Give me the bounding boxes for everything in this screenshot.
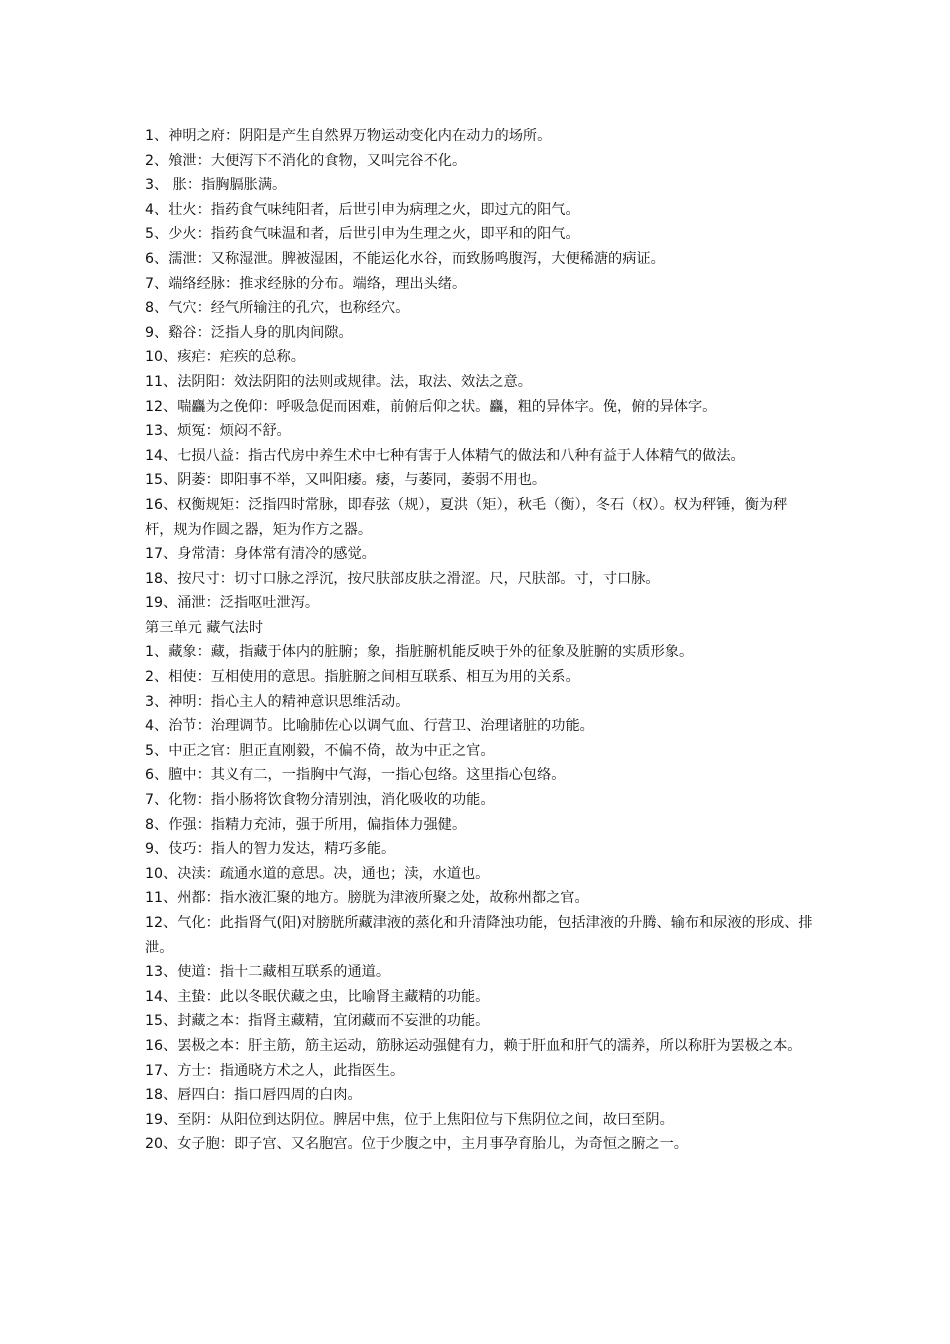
text-line: 7、化物：指小肠将饮食物分清别浊，消化吸收的功能。 xyxy=(145,792,495,809)
text-line: 3、 胀：指胸膈胀满。 xyxy=(145,177,287,194)
text-line: 11、法阴阳：效法阴阳的法则或规律。法，取法、效法之意。 xyxy=(145,373,532,390)
text-line: 20、女子胞：即子宫、又名胞宫。位于少腹之中，主月事孕育胎儿，为奇恒之腑之一。 xyxy=(145,1136,688,1153)
text-line: 7、端络经脉：推求经脉的分布。端络，理出头绪。 xyxy=(145,275,467,292)
text-line: 8、气穴：经气所输注的孔穴，也称经穴。 xyxy=(145,300,410,317)
text-line: 6、膻中：其义有二，一指胸中气海，一指心包络。这里指心包络。 xyxy=(145,767,566,784)
text-line: 5、少火：指药食气味温和者，后世引申为生理之火，即平和的阳气。 xyxy=(145,226,580,243)
text-line: 10、决渎：疏通水道的意思。决，通也；渎，水道也。 xyxy=(145,865,490,882)
text-line: 1、神明之府：阴阳是产生自然界万物运动变化内在动力的场所。 xyxy=(145,128,552,144)
text-line: 3、神明：指心主人的精神意识思维活动。 xyxy=(145,693,410,710)
text-line: 10、痎疟：疟疾的总称。 xyxy=(145,349,305,366)
text-line: 15、阴萎：即阳事不举，又叫阳痿。痿，与萎同，萎弱不用也。 xyxy=(145,472,547,489)
text-line: 15、封藏之本：指肾主藏精，宜闭藏而不妄泄的功能。 xyxy=(145,1013,490,1030)
text-line: 5、中正之官：胆正直刚毅，不偏不倚，故为中正之官。 xyxy=(145,742,495,759)
text-line: 17、方士：指通晓方术之人，此指医生。 xyxy=(145,1062,405,1079)
text-line: 4、治节：治理调节。比喻肺佐心以调气血、行营卫、治理诸脏的功能。 xyxy=(145,718,594,735)
text-line: 1、藏象：藏，指藏于体内的脏腑；象，指脏腑机能反映于外的征象及脏腑的实质形象。 xyxy=(145,644,694,661)
text-line: 16、权衡规矩：泛指四时常脉，即春弦（规），夏洪（矩），秋毛（衡），冬石（权）。权为秤锤，衡为秤杆，规为作圆之器，矩为作方之器。 xyxy=(145,496,788,538)
text-line: 18、按尺寸：切寸口脉之浮沉，按尺肤部皮肤之滑涩。尺，尺肤部。寸，寸口脉。 xyxy=(145,570,660,587)
text-line: 8、作强：指精力充沛，强于所用，偏指体力强健。 xyxy=(145,816,467,833)
text-line: 14、主蛰：此以冬眠伏藏之虫，比喻肾主藏精的功能。 xyxy=(145,988,490,1005)
text-line: 2、飧泄：大便泻下不消化的食物，又叫完谷不化。 xyxy=(145,152,467,169)
text-line: 14、七损八益：指古代房中养生术中七种有害于人体精气的做法和八种有益于人体精气的做法。 xyxy=(145,447,745,464)
text-line: 12、气化：此指肾气(阳)对膀胱所藏津液的蒸化和升清降浊功能，包括津液的升腾、输布和尿液的形成、排泄。 xyxy=(145,915,813,956)
text-line: 19、涌泄：泛指呕吐泄泻。 xyxy=(145,595,320,612)
text-line: 2、相使：互相使用的意思。指脏腑之间相互联系、相互为用的关系。 xyxy=(145,669,580,686)
text-line: 13、烦冤：烦闷不舒。 xyxy=(145,423,291,440)
document-body xyxy=(145,124,815,1157)
text-line: 17、身常清：身体常有清冷的感觉。 xyxy=(145,546,376,563)
text-line: 19、至阴：从阳位到达阴位。脾居中焦，位于上焦阳位与下焦阴位之间，故曰至阴。 xyxy=(145,1111,674,1128)
text-line: 11、州都：指水液汇聚的地方。膀胱为津液所聚之处，故称州都之官。 xyxy=(145,890,589,907)
text-line: 12、喘麤为之俛仰：呼吸急促而困难，前俯后仰之状。麤，粗的异体字。俛，俯的异体字。 xyxy=(145,398,717,415)
text-line: 18、唇四白：指口唇四周的白肉。 xyxy=(145,1087,362,1104)
text-line: 4、壮火：指药食气味纯阳者，后世引申为病理之火，即过亢的阳气。 xyxy=(145,201,580,218)
text-line: 9、伎巧：指人的智力发达，精巧多能。 xyxy=(145,841,396,858)
text-line: 16、罢极之本：肝主筋，筋主运动，筋脉运动强健有力，赖于肝血和肝气的濡养，所以称肝为罢极之本。 xyxy=(145,1037,802,1054)
text-line: 6、濡泄：又称湿泄。脾被湿困，不能运化水谷，而致肠鸣腹泻，大便稀溏的病证。 xyxy=(145,250,665,267)
text-line: 9、谿谷：泛指人身的肌肉间隙。 xyxy=(145,324,353,341)
section-heading: 第三单元 藏气法时 xyxy=(145,619,264,636)
text-line: 13、使道：指十二藏相互联系的通道。 xyxy=(145,964,391,981)
